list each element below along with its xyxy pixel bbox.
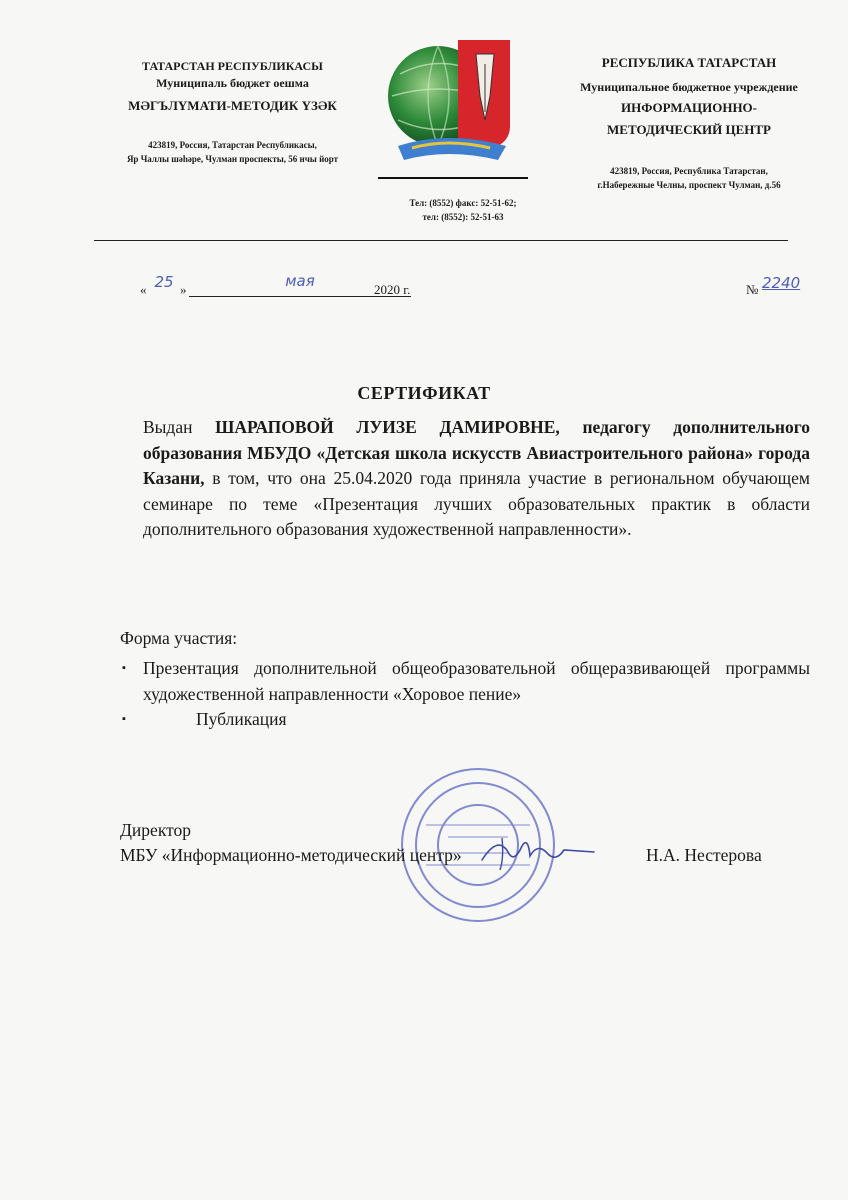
certificate-text: в том, что она 25.04.2020 года приняла участие в региональном обучающем семинаре по теме «Презентация лучших образовательных практик в области дополнительного образования художественной направленности». xyxy=(143,468,810,539)
list-item xyxy=(120,707,810,733)
header-right-address2: г.Набережные Челны, проспект Чулман, д.56 xyxy=(597,180,781,191)
list-item-text: Публикация xyxy=(196,709,287,729)
phone-line2: тел: (8552): 52-51-63 xyxy=(422,212,504,223)
header-right-line3: ИНФОРМАЦИОННО- xyxy=(620,100,757,116)
header-left-block xyxy=(95,58,370,166)
phone-line1: Тел: (8552) факс: 52-51-62; xyxy=(409,198,517,208)
list-item-text: Презентация дополнительной общеобразовательной общеразвивающей программы художественной направленности «Хоровое пение» xyxy=(143,658,810,704)
header-left-address2: Яр Чаллы шәһәре, Чулман проспекты, 56 нчы йорт xyxy=(126,154,339,165)
header-right-address1: 423819, Россия, Республика Татарстан, xyxy=(610,165,768,176)
participation-label: Форма участия: xyxy=(120,628,238,648)
header-left-address1: 423819, Россия, Татарстан Республикасы, xyxy=(148,139,317,150)
date-row xyxy=(140,272,801,302)
header-right-line2: Муниципальное бюджетное учреждение xyxy=(580,79,798,94)
issued-word: Выдан xyxy=(143,417,193,437)
list-item xyxy=(120,656,810,707)
bullet-icon: ▪ xyxy=(122,662,126,674)
handwritten-signature-icon xyxy=(478,830,598,875)
header-left-line1: ТАТАРСТАН РЕСПУБЛИКАСЫ xyxy=(142,59,323,73)
organization-logo-icon xyxy=(378,34,528,164)
header-phones xyxy=(383,196,543,225)
certificate-title: СЕРТИФИКАТ xyxy=(357,383,491,403)
header-right-block xyxy=(548,54,830,193)
header-right-line4: МЕТОДИЧЕСКИЙ ЦЕНТР xyxy=(607,122,771,138)
date-month-handwritten: мая xyxy=(285,272,315,290)
date-open-quote: « xyxy=(140,282,147,297)
certificate-body xyxy=(143,415,810,543)
document-number-sign: № xyxy=(746,282,759,297)
date-close-quote: » xyxy=(180,282,187,297)
signer-title: Директор xyxy=(120,820,192,840)
header-left-line3: МӘГЪЛҮМАТИ-МЕТОДИК ҮЗӘК xyxy=(128,97,337,113)
signer-organization: МБУ «Информационно-методический центр» xyxy=(120,845,462,865)
bullet-icon: ▪ xyxy=(122,713,126,725)
logo-divider xyxy=(378,177,528,179)
signer-name: Н.А. Нестерова xyxy=(646,845,762,865)
participation-list xyxy=(120,656,810,733)
recipient-name: ШАРАПОВОЙ ЛУИЗЕ ДАМИРОВНЕ, педагогу дополнительного образования МБУДО «Детская школа искусств Авиастроительного района» города Казани, xyxy=(143,417,810,488)
document-number-handwritten: 2240 xyxy=(762,274,801,292)
header-left-line2: Муниципаль бюджет оешма xyxy=(156,76,309,91)
header-right-line1: РЕСПУБЛИКА ТАТАРСТАН xyxy=(601,55,777,70)
header-divider xyxy=(94,240,788,241)
date-year: 2020 г. xyxy=(374,282,411,297)
date-day-handwritten: 25 xyxy=(154,273,174,291)
